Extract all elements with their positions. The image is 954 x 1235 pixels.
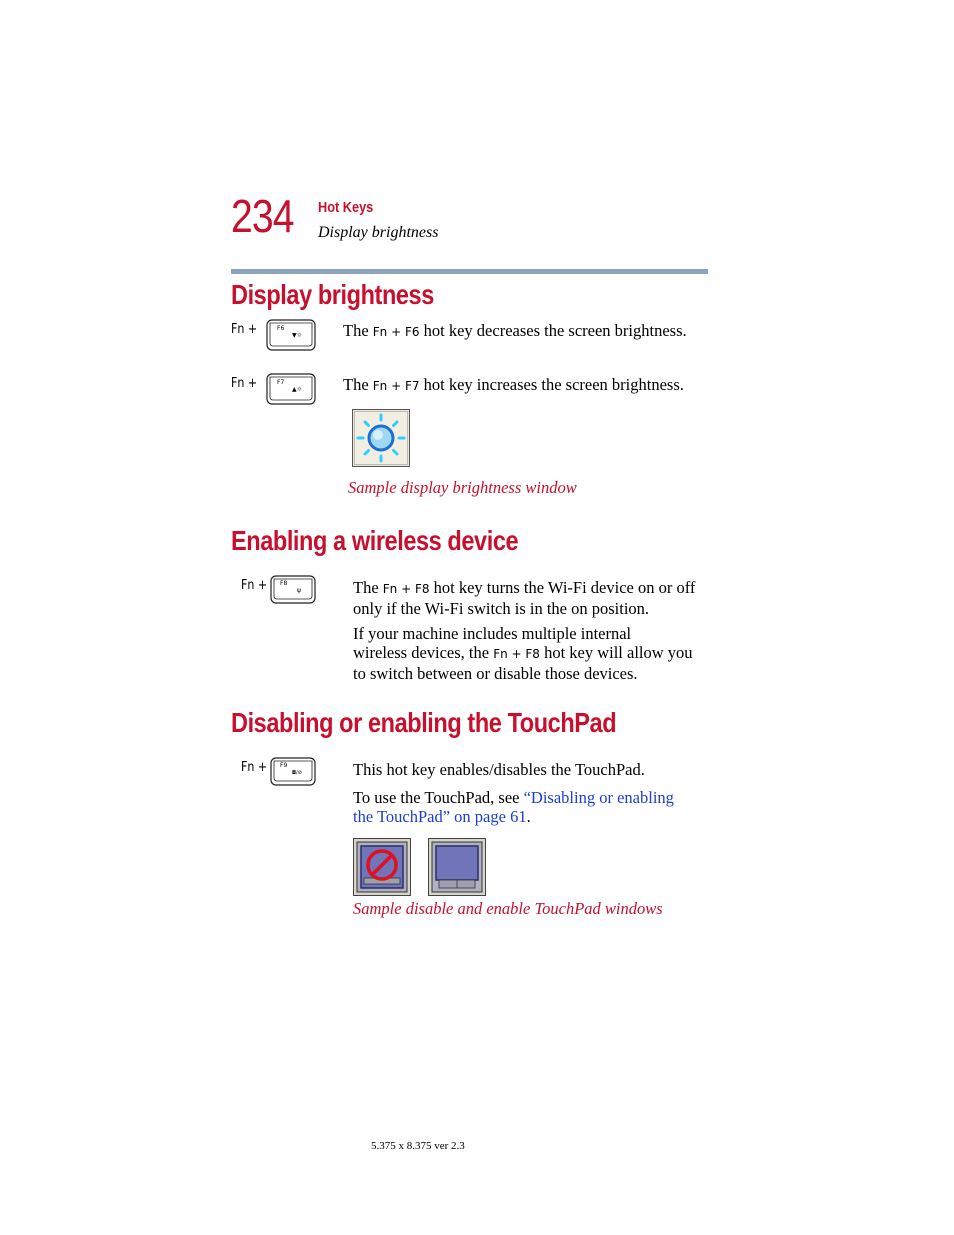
hotkey-fn-f6: Fn + F6 xyxy=(372,325,420,339)
touchpad-enabled-icon xyxy=(428,838,486,901)
f7-key-icon xyxy=(266,373,318,406)
key-cap-label: F8 xyxy=(280,580,288,587)
f6-key-icon xyxy=(266,319,318,352)
key-cap-label: F6 xyxy=(277,325,285,332)
page-footer: 5.375 x 8.375 ver 2.3 xyxy=(371,1140,465,1152)
hotkey-fn-f7: Fn + F7 xyxy=(372,379,420,393)
svg-text:ψ: ψ xyxy=(297,587,301,594)
page-number: 234 xyxy=(231,190,294,242)
brightness-decrease-text: The Fn + F6 hot key decreases the screen brightness. xyxy=(343,321,687,340)
hotkey-fn-f8: Fn + F8 xyxy=(382,582,430,596)
running-header-subsection: Display brightness xyxy=(318,224,439,241)
touchpad-disabled-icon xyxy=(353,838,411,901)
svg-text:◘/⊘: ◘/⊘ xyxy=(292,770,302,776)
fn-plus-label: Fn + xyxy=(241,760,268,775)
brightness-window-caption: Sample display brightness window xyxy=(348,478,577,497)
brightness-window-icon xyxy=(352,409,410,472)
svg-text:▲☼: ▲☼ xyxy=(292,386,302,393)
section-divider xyxy=(231,269,708,274)
heading-display-brightness: Display brightness xyxy=(231,279,434,310)
fn-plus-label: Fn + xyxy=(241,578,268,593)
hotkey-fn-f8: Fn + F8 xyxy=(493,647,540,661)
wireless-paragraph-2: If your machine includes multiple internal wireless devices, the Fn + F8 hot key will allow you to switch between or disable those devices. xyxy=(353,624,693,683)
running-header-section: Hot Keys xyxy=(318,199,374,216)
touchpad-cross-reference-link-cont[interactable]: the TouchPad” on page 61 xyxy=(353,807,527,826)
wireless-paragraph-1: The Fn + F8 hot key turns the Wi-Fi device on or off only if the Wi-Fi switch is in the on position. xyxy=(353,578,696,618)
heading-touchpad: Disabling or enabling the TouchPad xyxy=(231,707,617,738)
touchpad-cross-reference-link[interactable]: “Disabling or enabling xyxy=(523,788,674,807)
fn-plus-label: Fn + xyxy=(231,376,258,391)
brightness-increase-text: The Fn + F7 hot key increases the screen brightness. xyxy=(343,375,684,394)
f8-key-icon xyxy=(270,575,318,605)
f9-key-icon xyxy=(270,757,318,787)
svg-text:▼☼: ▼☼ xyxy=(292,332,302,339)
heading-wireless-device: Enabling a wireless device xyxy=(231,525,519,556)
fn-plus-label: Fn + xyxy=(231,322,258,337)
touchpad-paragraph-2: To use the TouchPad, see “Disabling or enabling the TouchPad” on page 61. xyxy=(353,788,674,826)
key-cap-label: F7 xyxy=(277,379,285,386)
touchpad-paragraph-1: This hot key enables/disables the TouchPad. xyxy=(353,760,645,779)
key-cap-label: F9 xyxy=(280,762,288,769)
touchpad-windows-caption: Sample disable and enable TouchPad windows xyxy=(353,899,663,918)
